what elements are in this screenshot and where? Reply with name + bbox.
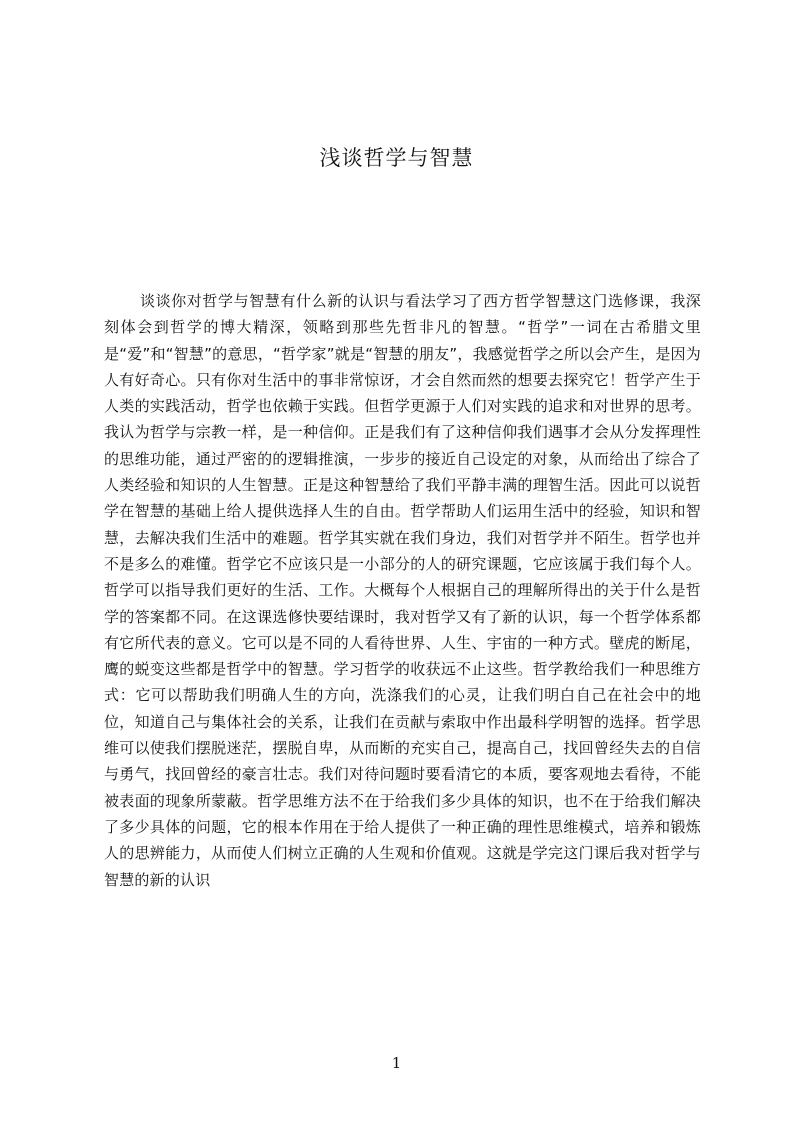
document-title: 浅谈哲学与智慧 (319, 146, 474, 170)
page-number: 1 (391, 1054, 402, 1072)
body-paragraph: 谈谈你对哲学与智慧有什么新的认识与看法学习了西方哲学智慧这门选修课，我深刻体会到哲学的博大精深，领略到那些先哲非凡的智慧。“哲学”一词在古希腊文里是“爱”和“智慧”的意思，“哲学家”就是“智慧的朋友”，我感觉哲学之所以会产生，是因为人有好奇心。只有你对生活中的事非常惊讶，才会自然而然的想要去探究它！哲学产生于人类的实践活动，哲学也依赖于实践。但哲学更源于人们对实践的追求和对世界的思考。我认为哲学与宗教一样，是一种信仰。正是我们有了这种信仰我们遇事才会从分发挥理性的思维功能，通过严密的的逻辑推演，一步步的接近自己设定的对象，从而给出了综合了人类经验和知识的人生智慧。正是这种智慧给了我们平静丰满的理智生活。因此可以说哲学在智慧的基础上给人提供选择人生的自由。哲学帮助人们运用生活中的经验，知识和智慧，去解决我们生活中的难题。哲学其实就在我们身边，我们对哲学并不陌生。哲学也并不是多么的难懂。哲学它不应该只是一小部分的人的研究课题，它应该属于我们每个人。哲学可以指导我们更好的生活、工作。大概每个人根据自己的理解所得出的关于什么是哲学的答案都不同。在这课选修快要结课时，我对哲学又有了新的认识，每一个哲学体系都有它所代表的意义。它可以是不同的人看待世界、人生、宇宙的一种方式。壁虎的断尾，鹰的蜕变这些都是哲学中的智慧。学习哲学的收获远不止这些。哲学教给我们一种思维方式：它可以帮助我们明确人生的方向，洗涤我们的心灵，让我们明白自己在社会中的地位，知道自己与集体社会的关系，让我们在贡献与索取中作出最科学明智的选择。哲学思维可以使我们摆脱迷茫，摆脱自卑，从而断的充实自己，提高自己，找回曾经失去的自信与勇气，找回曾经的豪言壮志。我们对待问题时要看清它的本质，要客观地去看待，不能被表面的现象所蒙蔽。哲学思维方法不在于给我们多少具体的知识，也不在于给我们解决了多少具体的问题，它的根本作用在于给人提供了一种正确的理性思维模式，培养和锻炼人的思辨能力，从而使人们树立正确的人生观和价值观。这就是学完这门课后我对哲学与智慧的新的认识 (104, 292, 701, 889)
